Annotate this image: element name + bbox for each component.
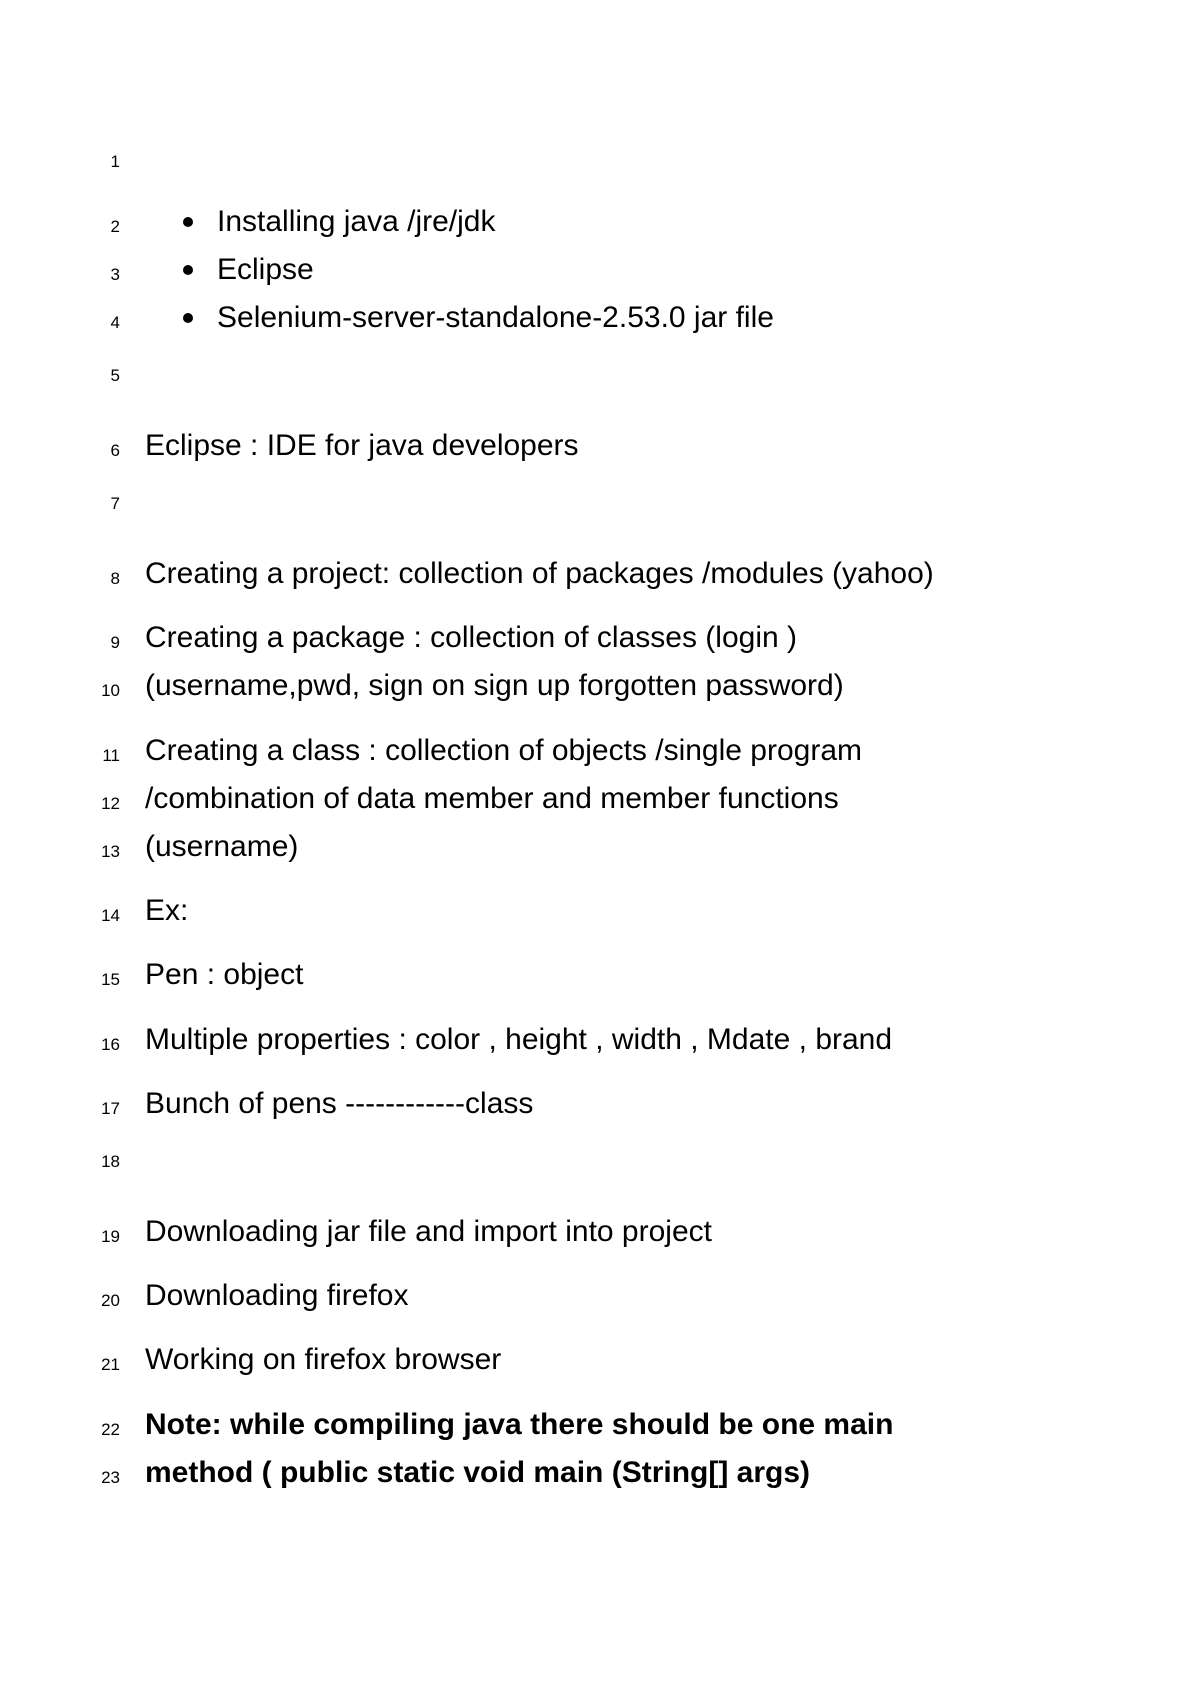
line-number: 13 xyxy=(101,842,120,861)
text-line: Pen : object xyxy=(145,958,304,991)
bullet-item: Selenium-server-standalone-2.53.0 jar file xyxy=(217,301,774,334)
line-number: 16 xyxy=(101,1035,120,1054)
line-number: 10 xyxy=(101,681,120,700)
line-number: 9 xyxy=(110,633,120,652)
line-number: 18 xyxy=(101,1152,120,1171)
line-number: 7 xyxy=(110,494,120,513)
text-line: Eclipse : IDE for java developers xyxy=(145,429,579,462)
bullet-icon xyxy=(183,265,193,275)
note-line: Note: while compiling java there should be one main xyxy=(145,1408,894,1441)
text-line: Bunch of pens ------------class xyxy=(145,1087,534,1120)
text-line: Downloading firefox xyxy=(145,1279,409,1312)
line-number: 5 xyxy=(110,366,120,385)
text-line: (username,pwd, sign on sign up forgotten password) xyxy=(145,669,844,702)
line-number: 22 xyxy=(101,1420,120,1439)
text-line: Ex: xyxy=(145,894,189,927)
line-number: 2 xyxy=(110,217,120,236)
line-number: 1 xyxy=(110,152,120,171)
line-number: 21 xyxy=(101,1355,120,1374)
line-number: 3 xyxy=(110,265,120,284)
text-line: Creating a package : collection of classes (login ) xyxy=(145,621,798,654)
bullet-icon xyxy=(183,313,193,323)
text-line: Working on firefox browser xyxy=(145,1343,502,1376)
line-number: 4 xyxy=(110,313,120,332)
line-number: 15 xyxy=(101,970,120,989)
text-line: Creating a project: collection of packages /modules (yahoo) xyxy=(145,557,934,590)
text-line: Multiple properties : color , height , width , Mdate , brand xyxy=(145,1023,893,1056)
bullet-icon xyxy=(183,217,193,227)
line-number: 23 xyxy=(101,1468,120,1487)
bullet-item: Eclipse xyxy=(217,253,314,286)
line-number: 11 xyxy=(102,746,120,765)
line-number: 6 xyxy=(110,441,120,460)
text-line: Downloading jar file and import into project xyxy=(145,1215,712,1248)
text-line: Creating a class : collection of objects /single program xyxy=(145,734,863,767)
line-number: 19 xyxy=(101,1227,120,1246)
text-line: /combination of data member and member functions xyxy=(145,782,839,815)
line-number: 20 xyxy=(101,1291,120,1310)
line-number: 17 xyxy=(101,1099,120,1118)
note-line: method ( public static void main (String[] args) xyxy=(145,1456,811,1489)
text-line: (username) xyxy=(145,830,299,863)
line-number: 14 xyxy=(101,906,120,925)
line-number: 8 xyxy=(110,569,120,588)
line-number: 12 xyxy=(101,794,120,813)
bullet-item: Installing java /jre/jdk xyxy=(217,205,496,238)
